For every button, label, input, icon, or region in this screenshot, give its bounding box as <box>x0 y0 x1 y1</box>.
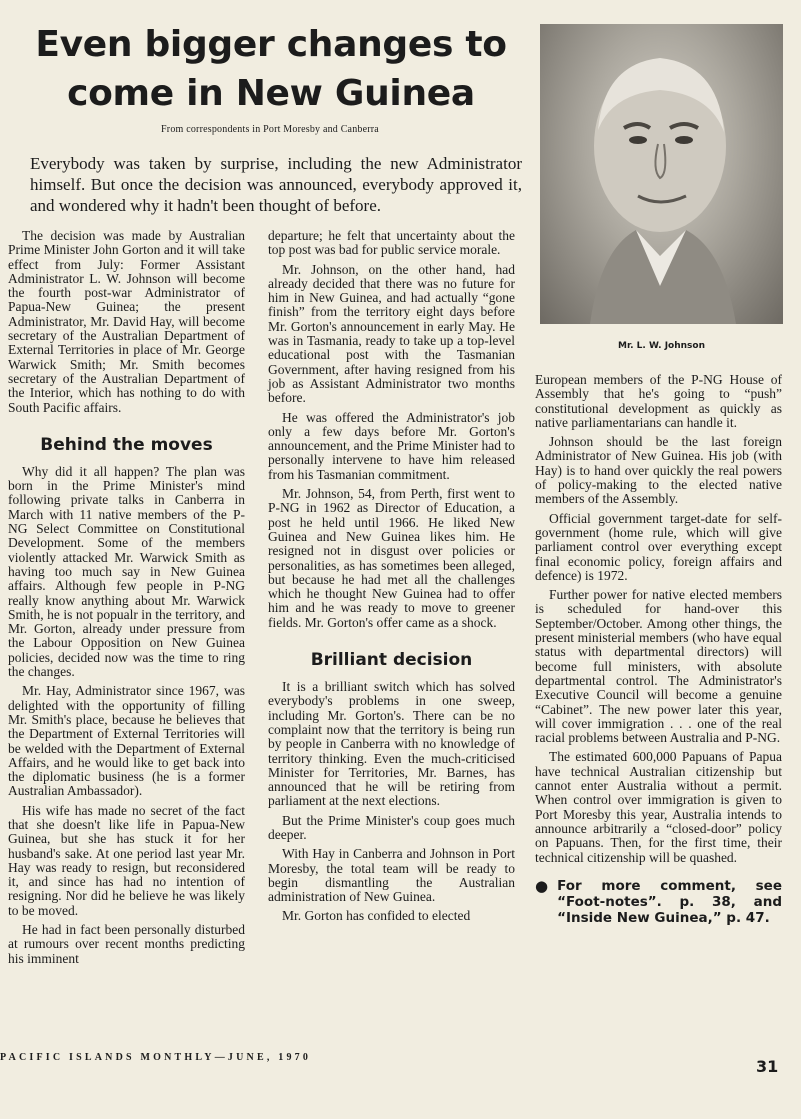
paragraph: It is a brilliant switch which has solved everybody's problems in one sweep, including Mr. Gorton's. There can be no complaint now that the territory is being run by people in Canberra with no knowledge of territory thinking. Even the much-criticised Minister for Territories, Mr. Barnes, has announced that he will be retiring from parliament at the next elections. <box>268 679 515 809</box>
paragraph: The decision was made by Australian Prime Minister John Gorton and it will take effect from July: Former Assistant Administrator L. W. Johnson will become the fourth post-war Administrator of Papua-New Guinea; the present Administrator, Mr. David Hay, will become secretary of the Australian Department of External Territories in place of Mr. George Warwick Smith; Mr. Smith becomes secretary of the Australian Department of the Interior, which has nothing to do with South Pacific affairs. <box>8 228 245 415</box>
more-comment-note <box>535 878 782 926</box>
column-1 <box>8 229 245 971</box>
paragraph: The estimated 600,000 Papuans of Papua have technical Australian citizenship but cannot enter Australia without a permit. When control over immigration is given to Port Moresby this year, Australia intends to announce arbitrarily a “closed-door” policy on Papuans. Then, for the first time, their technical citizenship will be quashed. <box>535 749 782 865</box>
paragraph: With Hay in Canberra and Johnson in Port Moresby, the total team will be ready to begin dismantling the Australian administration of New Guinea. <box>268 846 515 905</box>
portrait-photo <box>540 24 783 324</box>
subhead-brilliant-decision: Brilliant decision <box>310 650 473 671</box>
portrait-icon <box>540 24 783 324</box>
standfirst: Everybody was taken by surprise, including the new Administrator himself. But once the decision was announced, everybody approved it, and wondered why it hadn't been thought of before. <box>30 154 522 215</box>
paragraph: Further power for native elected members is scheduled for hand-over this September/October. Among other things, the present ministerial members (who have equal status with departmental directors) will become full ministers, with absolute departmental control. The Administrator's Executive Council will become a genuine “Cabinet”. The new power later this year, will cover immigration . . . one of the real racial problems between Australia and P-NG. <box>535 587 782 746</box>
paragraph: He was offered the Administrator's job only a few days before Mr. Gorton's announcement, and the Prime Minister had to personally intervene to have him released from his Tasmanian commitment. <box>268 409 515 482</box>
subhead-behind-the-moves: Behind the moves <box>40 434 213 455</box>
paragraph: Mr. Johnson, on the other hand, had already decided that there was no future for him in New Guinea, and had actually “gone finish” from the territory eight days before Mr. Gorton's announcement in early May. He was in Tasmania, ready to take up a top-level educational post with the Tasmanian Government, after having resigned from his job as Assistant Administrator two months before. <box>268 261 515 406</box>
paragraph: Johnson should be the last foreign Administrator of New Guinea. His job (with Hay) is to hand over quickly the real powers of policy-making to the elected native members of the Assembly. <box>535 434 782 507</box>
paragraph: Why did it all happen? The plan was born in the Prime Minister's mind following private talks in Canberra in March with 11 native members of the P-NG Select Committee on Constitutional Development. Some of the members violently attacked Mr. Warwick Smith as having too much say in New Guinea affairs. Although few people in P-NG really know anything about Mr. Warwick Smith, he is not popualr in the territory, and Mr. Gorton, already under pressure from the Labour Opposition on New Guinea policies, decided now was the time to ring the changes. <box>8 463 245 680</box>
headline-line-2: come in New Guinea <box>67 73 475 114</box>
paragraph: departure; he felt that uncertainty about the top post was bad for public service morale. <box>268 228 515 258</box>
bullet-icon: ● <box>535 876 549 895</box>
paragraph: European members of the P-NG House of Assembly that he's going to “push” constitutional development as quickly as native parliamentarians can handle it. <box>535 372 782 430</box>
photo-caption: Mr. L. W. Johnson <box>618 341 705 351</box>
headline <box>22 20 520 118</box>
paragraph: Mr. Johnson, 54, from Perth, first went to P-NG in 1962 as Director of Education, a post he held until 1966. He liked New Guinea and New Guinea likes him. He resigned not in disgust over policies or personalities, as has sometimes been alleged, but because he had met all the challenges which he thought New Guinea had to offer him and he was ready to move to greener fields. Mr. Gorton's offer came as a shock. <box>268 486 515 630</box>
paragraph: Mr. Gorton has confided to elected <box>282 908 471 924</box>
paragraph: Official government target-date for self-government (home rule, which will give parliament control over everything except final economic policy, foreign affairs and defence) is 1972. <box>535 510 782 583</box>
paragraph: Mr. Hay, Administrator since 1967, was delighted with the opportunity of filling Mr. Smith's place, because he believes that the Department of External Territories will be welded with the Department of External Affairs, and he would like to get back into the diplomatic business (he is a former Australian Ambassador). <box>8 683 245 799</box>
running-footer: PACIFIC ISLANDS MONTHLY—JUNE, 1970 <box>0 1052 312 1063</box>
column-3 <box>535 373 782 926</box>
page-number: 31 <box>756 1057 779 1076</box>
paragraph: He had in fact been personally disturbed at rumours over recent months predicting his imminent <box>8 922 245 966</box>
column-2 <box>268 229 515 929</box>
headline-line-1: Even bigger changes to <box>35 24 507 65</box>
more-comment-text: For more comment, see “Foot-notes”. p. 38, and “Inside New Guinea,” p. 47. <box>557 877 782 926</box>
paragraph: But the Prime Minister's coup goes much deeper. <box>268 812 515 842</box>
paragraph: His wife has made no secret of the fact that she doesn't like life in Papua-New Guinea, but she has stuck it for her husband's sake. At one period last year Mr. Hay was ready to resign, but reconsidered it, and since has had no intention of resigning. Nor did he believe he was likely to be moved. <box>8 802 245 918</box>
byline: From correspondents in Port Moresby and Canberra <box>161 124 379 135</box>
